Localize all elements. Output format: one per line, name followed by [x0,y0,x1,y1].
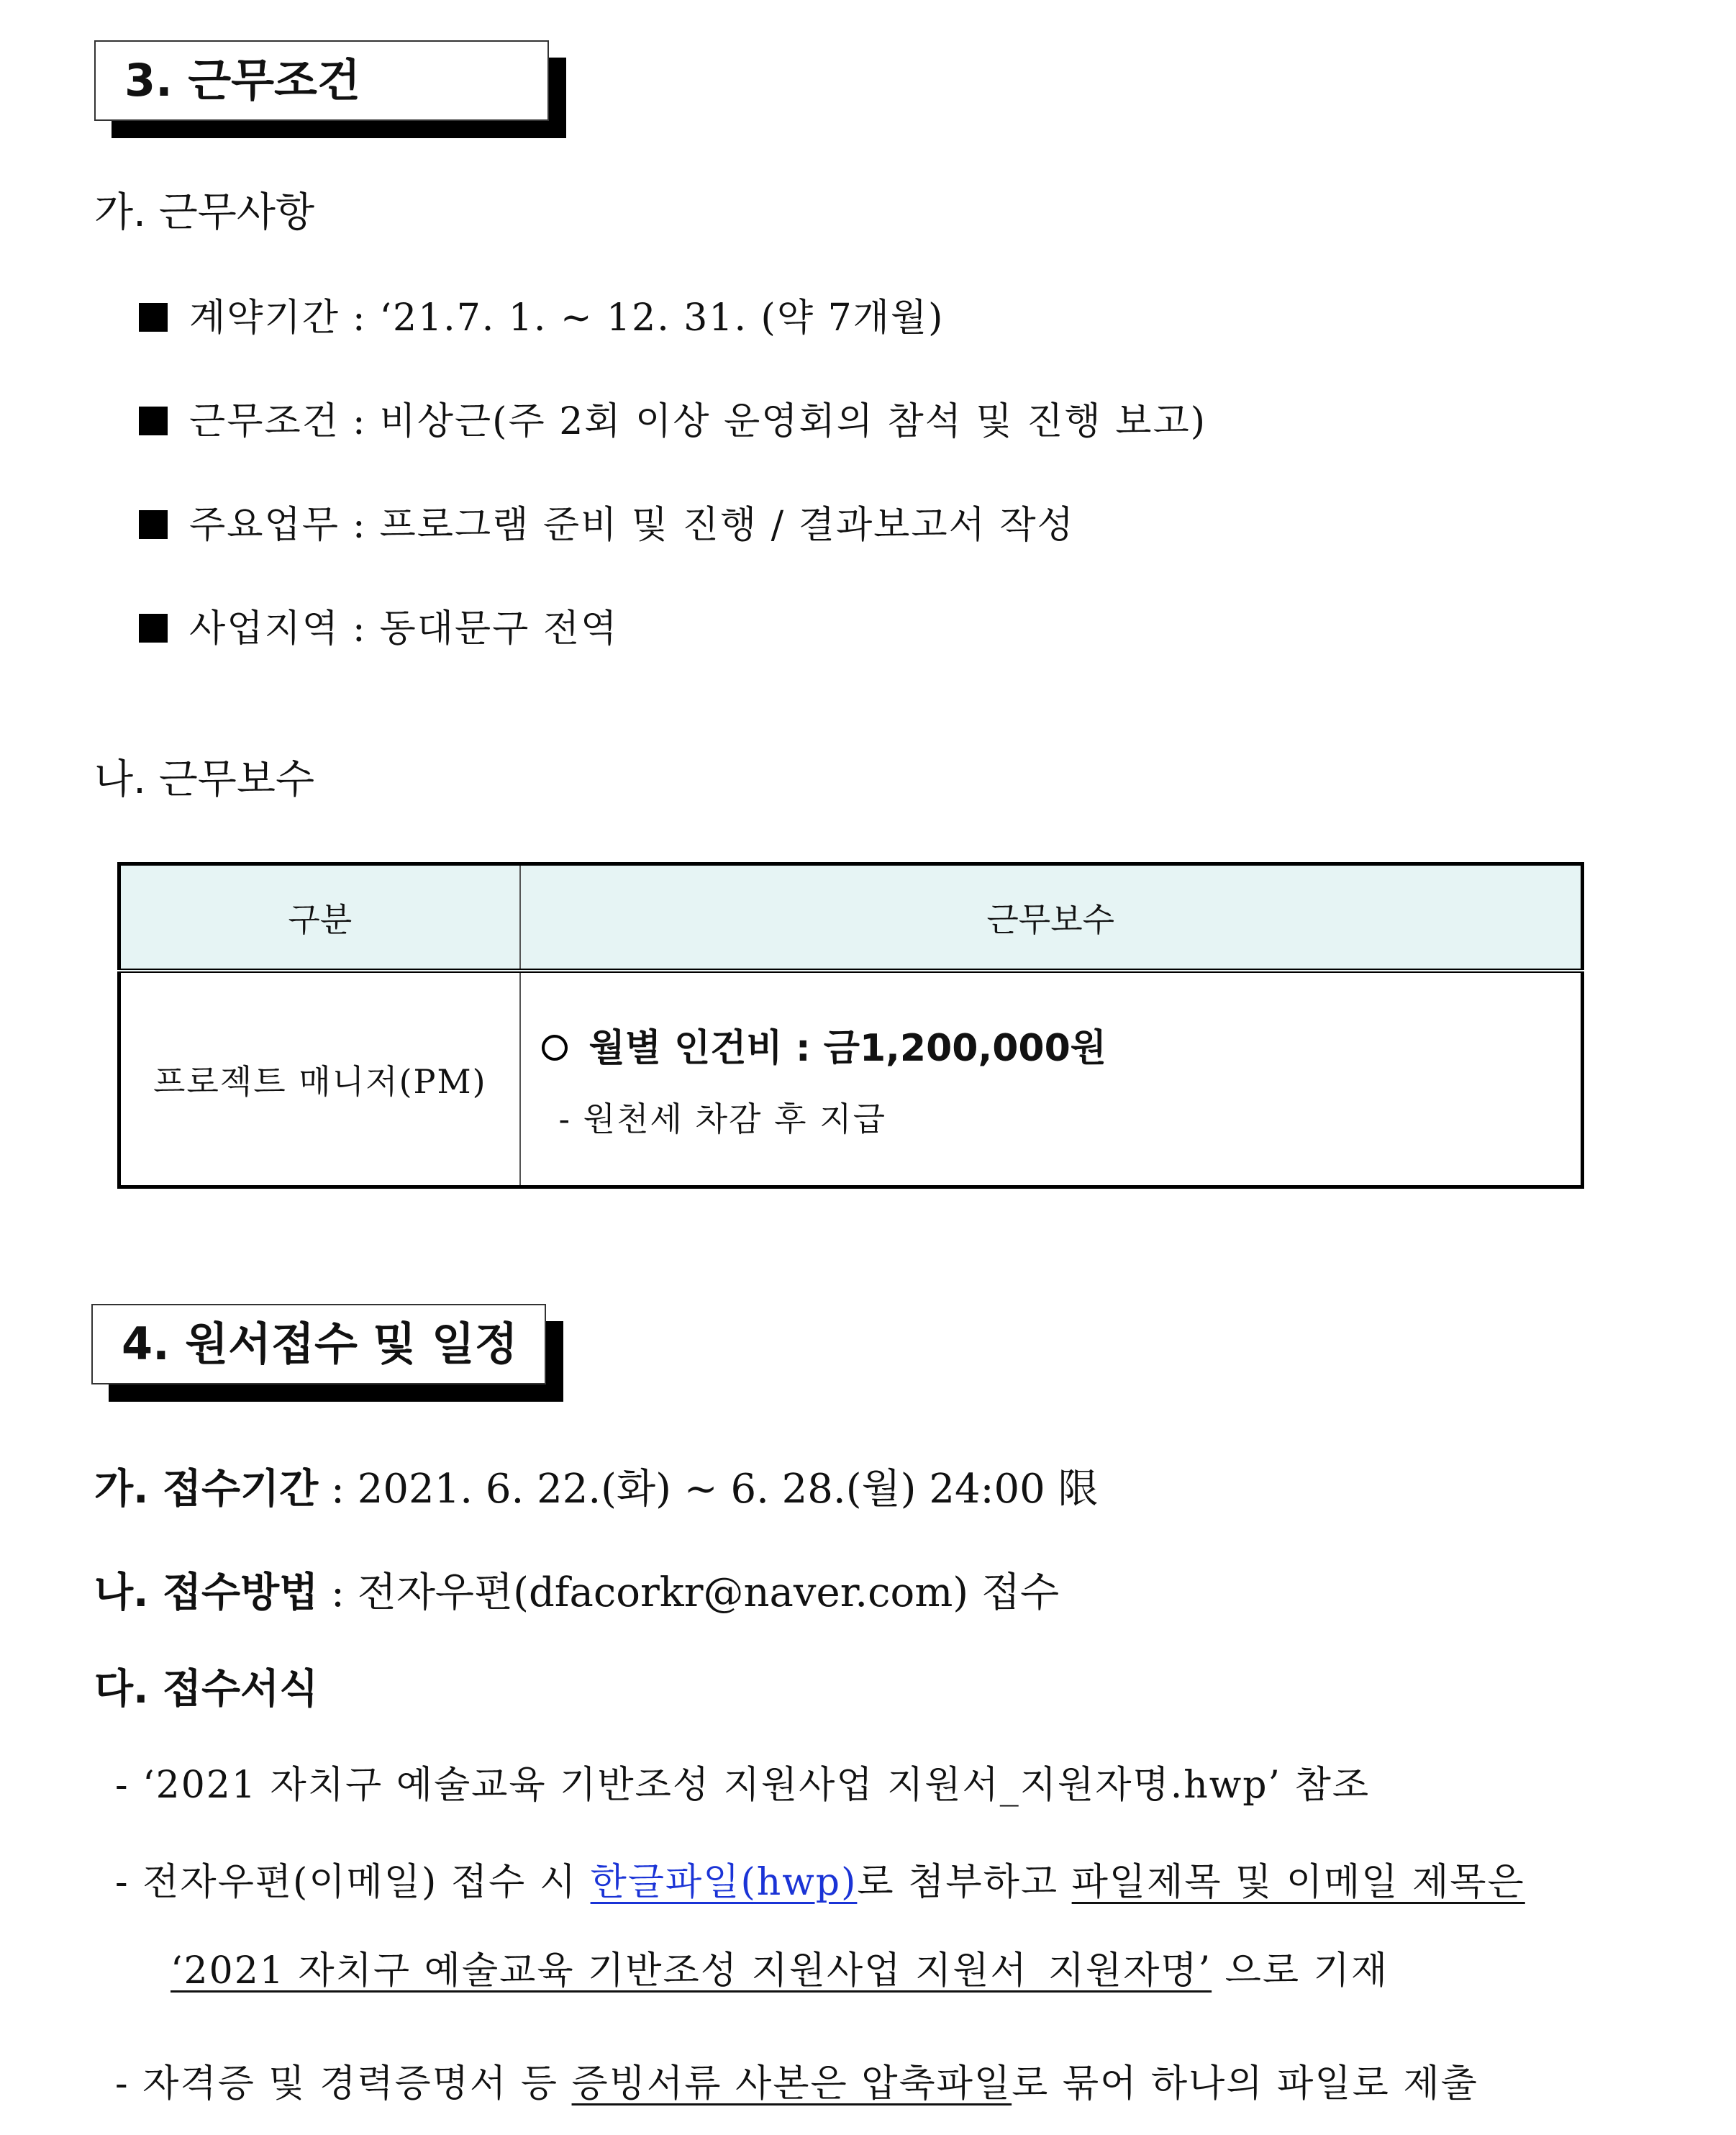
bullet-value: 프로그램 준비 및 진행 / 결과보고서 작성 [379,504,1075,547]
bullet-label: 계약기간 [189,296,340,340]
method-label: 나. 접수방법 [94,1569,319,1616]
circle-bullet-icon [542,1035,568,1061]
application-method: 나. 접수방법 : 전자우편(dfacorkr@naver.com) 접수 [94,1569,1060,1616]
form-line-3: ‘2021 자치구 예술교육 기반조성 지원사업 지원서_지원자명’ 으로 기재 [171,1949,1389,1993]
bullet-main-duties: 주요업무 : 프로그램 준비 및 진행 / 결과보고서 작성 [139,507,1075,544]
bullet-contract-period: 계약기간 : ‘21.7. 1. ~ 12. 31. (약 7개월) [139,299,944,337]
section-4-title [91,1304,546,1384]
section-3-title-text: 3. 근무조건 [124,54,360,106]
section-4-title-text: 4. 원서접수 및 일정 [122,1318,518,1370]
bullet-label: 주요업무 [189,504,340,547]
application-form-heading: 다. 접수서식 [94,1666,319,1713]
work-details-heading: 가. 근무사항 [94,189,315,236]
bullet-project-area: 사업지역 : 동대문구 전역 [139,610,618,648]
period-label: 가. 접수기간 [94,1466,319,1513]
compensation-heading: 나. 근무보수 [94,756,315,803]
square-bullet-icon [139,510,168,539]
hwp-file-link[interactable]: 한글파일(hwp) [590,1861,858,1904]
role-text: 프로젝트 매니저(PM) [153,1061,487,1101]
section-3-title [94,40,549,121]
zip-file-underline: 증빙서류 사본은 압축파일 [571,2062,1012,2105]
file-name-underline: ‘2021 자치구 예술교육 기반조성 지원사업 지원서_지원자명’ [171,1949,1212,1993]
square-bullet-icon [139,303,168,332]
bullet-label: 근무조건 [189,400,340,443]
withholding-note: - 원천세 차감 후 지급 [558,1100,887,1138]
square-bullet-icon [139,407,168,435]
bullet-value: ‘21.7. 1. ~ 12. 31. (약 7개월) [379,296,945,340]
form-line-1: - ‘2021 자치구 예술교육 기반조성 지원사업 지원서_지원자명.hwp’ 참조 [115,1764,1371,1807]
compensation-table [117,862,1584,1189]
table-cell-pay [520,971,1583,1187]
monthly-pay-line: 월별 인건비 : 금1,200,000원 [542,1017,1581,1071]
table-header-compensation: 근무보수 [520,864,1583,971]
email-title-underline: 파일제목 및 이메일 제목은 [1071,1861,1525,1904]
table-header-category: 구분 [119,864,520,971]
bullet-label: 사업지역 [189,607,340,651]
method-value: 전자우편(dfacorkr@naver.com) 접수 [357,1569,1060,1616]
table-cell-role [119,971,520,1187]
form-line-4: - 자격증 및 경력증명서 등 증빙서류 사본은 압축파일로 묶어 하나의 파일로 제출 [115,2062,1478,2105]
bullet-value: 동대문구 전역 [379,607,619,651]
bullet-value: 비상근(주 2회 이상 운영회의 참석 및 진행 보고) [379,400,1207,443]
square-bullet-icon [139,614,168,643]
form-line-2: - 전자우편(이메일) 접수 시 한글파일(hwp)로 첨부하고 파일제목 및 이메일 제목은 [115,1861,1525,1904]
application-period: 가. 접수기간 : 2021. 6. 22.(화) ~ 6. 28.(월) 24:00 限 [94,1466,1099,1513]
bullet-work-conditions: 근무조건 : 비상근(주 2회 이상 운영회의 참석 및 진행 보고) [139,403,1206,440]
period-value: 2021. 6. 22.(화) ~ 6. 28.(월) 24:00 限 [357,1466,1099,1513]
